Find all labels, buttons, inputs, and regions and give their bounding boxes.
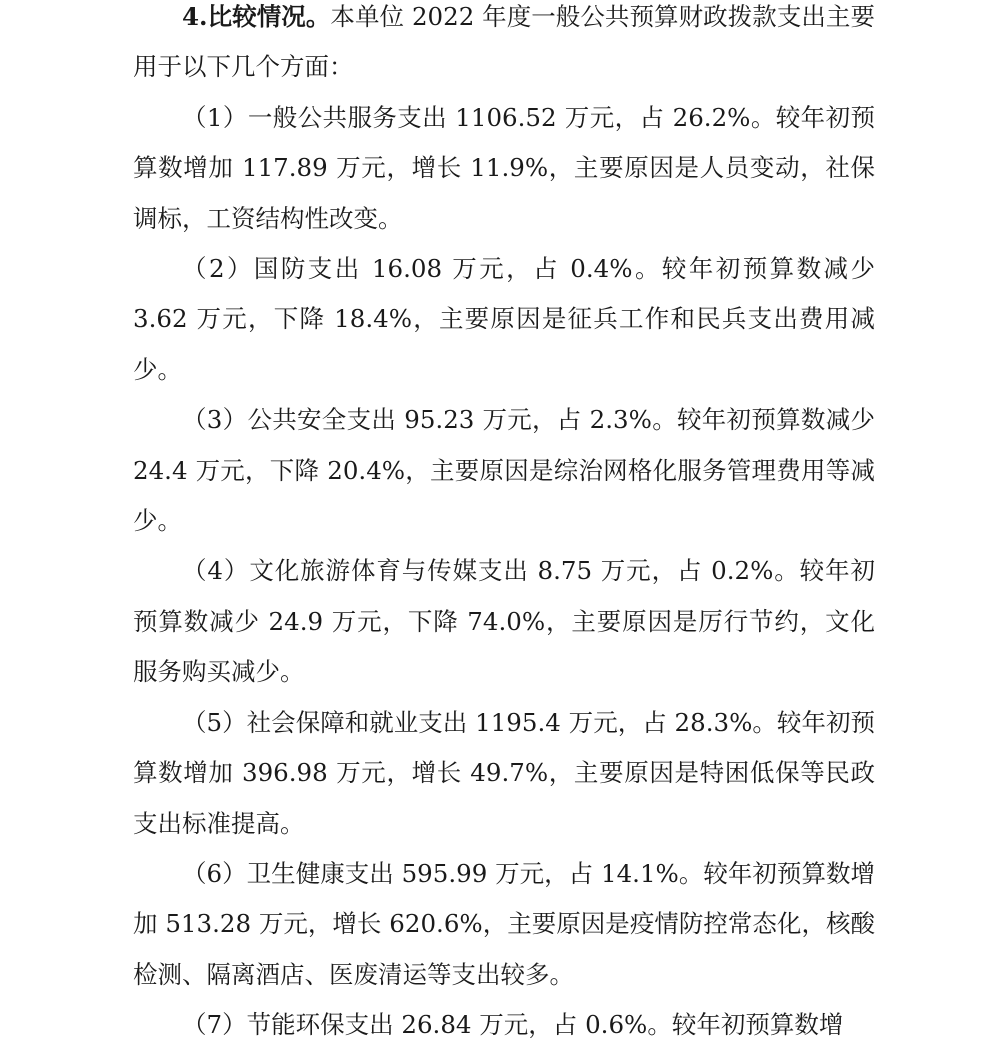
expense-item-7: （7）节能环保支出 26.84 万元，占 0.6%。较年初预算数增 bbox=[182, 1010, 844, 1040]
expense-item-4: （4）文化旅游体育与传媒支出 8.75 万元，占 0.2%。较年初预算数减少 24.9 万元，下降 74.0%，主要原因是厉行节约，文化服务购买减少。 bbox=[133, 556, 875, 687]
document-body bbox=[133, 0, 875, 1051]
expense-item-2: （2）国防支出 16.08 万元，占 0.4%。较年初预算数减少 3.62 万元，下降 18.4%，主要原因是征兵工作和民兵支出费用减少。 bbox=[133, 254, 875, 384]
expense-item-3: （3）公共安全支出 95.23 万元，占 2.3%。较年初预算数减少 24.4 万元，下降 20.4%，主要原因是综治网格化服务管理费用等减少。 bbox=[133, 405, 875, 536]
expense-item-6: （6）卫生健康支出 595.99 万元，占 14.1%。较年初预算数增加 513.28 万元，增长 620.6%，主要原因是疫情防控常态化，核酸检测、隔离酒店、医废清运等支出较多。 bbox=[133, 858, 875, 989]
expense-item-1: （1）一般公共服务支出 1106.52 万元，占 26.2%。较年初预算数增加 117.89 万元，增长 11.9%，主要原因是人员变动，社保调标，工资结构性改变。 bbox=[133, 102, 875, 233]
expense-item-5: （5）社会保障和就业支出 1195.4 万元，占 28.3%。较年初预算数增加 396.98 万元，增长 49.7%，主要原因是特困低保等民政支出标准提高。 bbox=[133, 707, 875, 838]
intro-paragraph bbox=[133, 0, 875, 93]
section-heading: 4.比较情况。 bbox=[182, 2, 331, 31]
intro-text: 本单位 2022 年度一般公共预算财政拨款支出主要用于以下几个方面： bbox=[133, 2, 875, 82]
